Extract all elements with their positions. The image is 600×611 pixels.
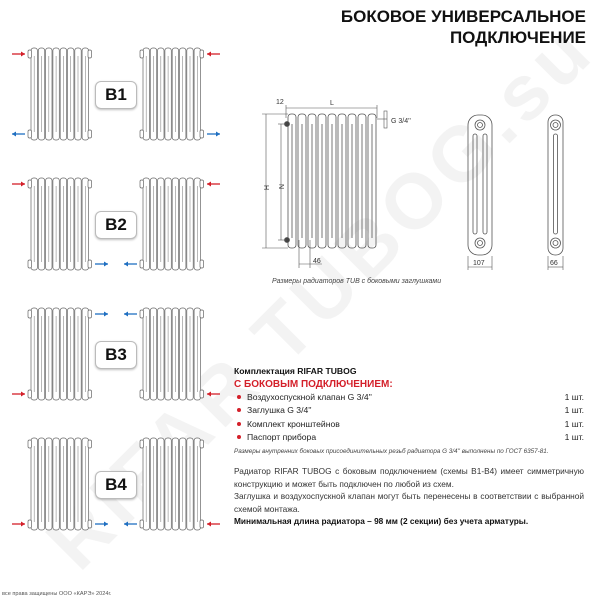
description [234, 465, 584, 528]
flow-arrow-icon [207, 132, 220, 137]
flow-arrow-icon [207, 522, 220, 527]
dimension-drawing [250, 90, 600, 280]
title-line-2: ПОДКЛЮЧЕНИЕ [449, 28, 586, 47]
flow-arrow-icon [12, 392, 25, 397]
title-line-1: БОКОВОЕ УНИВЕРСАЛЬНОЕ [340, 7, 586, 26]
kit-subtitle: С БОКОВЫМ ПОДКЛЮЧЕНИЕМ: [234, 379, 393, 390]
dim-height: H [262, 185, 269, 191]
flow-arrow-icon [12, 182, 25, 187]
bullet-icon [237, 422, 241, 426]
dim-side: 12 [276, 99, 284, 106]
drawing-caption: Размеры радиаторов TUB с боковыми заглушками [272, 278, 442, 285]
front-view [285, 114, 377, 248]
kit-section [234, 366, 584, 455]
scheme-label: B2 [95, 211, 137, 239]
kit-item [234, 404, 584, 418]
dimension-lines [262, 105, 563, 270]
kit-item-name: Паспорт прибора [247, 432, 317, 443]
kit-item-name: Заглушка G 3/4'' [247, 405, 312, 416]
description-p1: Радиатор RIFAR TUBOG с боковым подключением (схемы В1-В4) имеет симметричную конструкцию и может быть подключен по любой из схем. [234, 466, 584, 489]
description-p2: Заглушка и воздухоспускной клапан могут быть перенесены в соответствии с выбранной схемой монтажа. [234, 491, 584, 514]
dim-axis: N [277, 184, 284, 190]
flow-arrow-icon [124, 312, 137, 317]
flow-arrow-icon [12, 52, 25, 57]
flow-arrow-icon [95, 522, 108, 527]
dim-depth-3col: 107 [473, 260, 485, 267]
scheme-label: B3 [95, 341, 137, 369]
kit-item [234, 431, 584, 445]
flow-arrow-icon [207, 182, 220, 187]
kit-item-qty: 1 шт. [564, 405, 584, 416]
bullet-icon [237, 408, 241, 412]
kit-note: Размеры внутренних боковых присоединительных резьб радиатора G 3/4'' выполнены по ГОСТ 6357-81. [234, 448, 549, 455]
dim-section: 46 [313, 258, 321, 265]
flow-arrow-icon [12, 132, 25, 137]
dim-depth-2col: 66 [550, 260, 558, 267]
kit-item-name: Комплект кронштейнов [247, 418, 340, 429]
bullet-icon [237, 435, 241, 439]
kit-list [234, 390, 584, 444]
kit-item-qty: 1 шт. [564, 418, 584, 429]
kit-item [234, 390, 584, 404]
scheme-label: B1 [95, 81, 137, 109]
flow-arrow-icon [95, 312, 108, 317]
kit-title: Комплектация RIFAR TUBOG [234, 366, 357, 376]
kit-item-qty: 1 шт. [564, 432, 584, 443]
flow-arrow-icon [95, 262, 108, 267]
dim-length: L [330, 100, 334, 107]
flow-arrow-icon [207, 392, 220, 397]
page-title [341, 6, 586, 48]
flow-arrow-icon [124, 522, 137, 527]
flow-arrow-icon [124, 262, 137, 267]
side-view-2col [548, 115, 563, 255]
kit-item-name: Воздухоспускной клапан G 3/4'' [247, 391, 372, 402]
bullet-icon [237, 395, 241, 399]
description-p3: Минимальная длина радиатора – 98 мм (2 секции) без учета арматуры. [234, 516, 529, 527]
copyright-footer: все права защищены ООО «КАРЭ» 2024г. [2, 591, 112, 597]
thread-size: G 3/4'' [391, 118, 411, 125]
flow-arrow-icon [207, 52, 220, 57]
kit-item [234, 417, 584, 431]
scheme-label: B4 [95, 471, 137, 499]
flow-arrow-icon [12, 522, 25, 527]
side-view-3col [468, 115, 492, 255]
kit-item-qty: 1 шт. [564, 391, 584, 402]
